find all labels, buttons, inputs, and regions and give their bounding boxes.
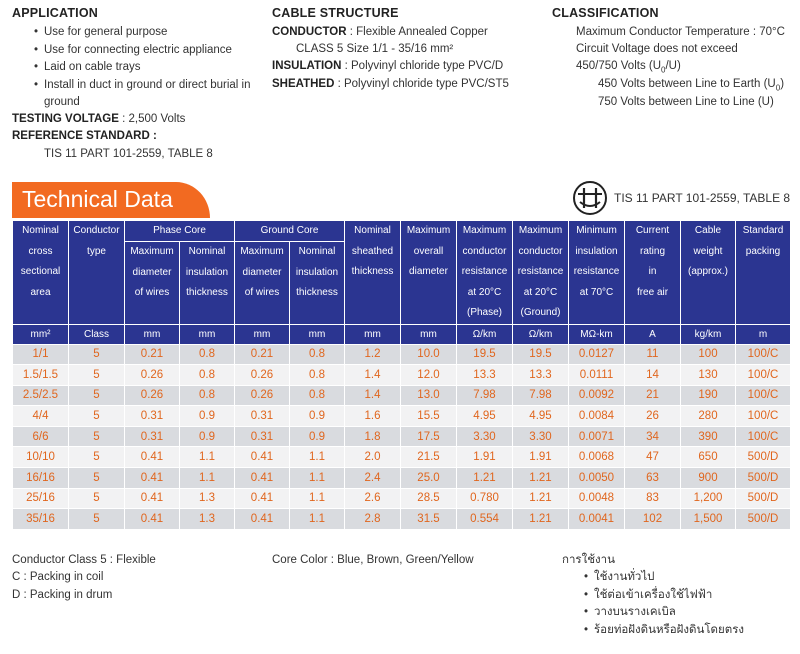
conductor-label: CONDUCTOR [272, 26, 347, 38]
line-to-earth-b: ) [780, 78, 785, 90]
table-row [13, 344, 791, 365]
classification-title: CLASSIFICATION [552, 6, 659, 20]
table-cell: 5 [69, 447, 125, 468]
table-cell: 21 [625, 385, 681, 406]
table-cell: 500/D [736, 509, 791, 530]
table-cell: 10.0 [401, 344, 457, 365]
table-cell: 1.21 [513, 488, 569, 509]
table-cell: 3.30 [513, 426, 569, 447]
application-title: APPLICATION [12, 6, 98, 20]
header-min-insulation-resistance: Minimum insulation resistance at 70°C [569, 221, 625, 325]
header-sheath-thickness: Nominal sheathed thickness [345, 221, 401, 325]
table-cell: 11 [625, 344, 681, 365]
header-ground-insulation: Nominal insulation thickness [290, 242, 345, 325]
unit-cell: MΩ-km [569, 324, 625, 344]
header-phase-insulation: Nominal insulation thickness [180, 242, 235, 325]
footer-packing-coil: C : Packing in coil [12, 571, 104, 583]
table-cell: 0.0111 [569, 365, 625, 386]
table-cell: 1.1 [290, 468, 345, 489]
voltage-rating-a: 450/750 Volts (U [576, 60, 662, 72]
application-item: • Use for connecting electric appliance [34, 42, 260, 60]
thai-usage-title: การใช้งาน [562, 554, 615, 566]
table-cell: 0.41 [125, 447, 180, 468]
table-cell: 0.41 [235, 447, 290, 468]
table-cell: 0.8 [180, 365, 235, 386]
table-cell: 28.5 [401, 488, 457, 509]
table-cell: 0.21 [235, 344, 290, 365]
table-row [13, 426, 791, 447]
header-overall-diameter: Maximum overall diameter [401, 221, 457, 325]
table-cell: 2.6 [345, 488, 401, 509]
header-resistance-phase: Maximum conductor resistance at 20°C (Phase) [457, 221, 513, 325]
technical-data-table [12, 220, 791, 530]
table-cell: 1.1 [290, 509, 345, 530]
sheathed-line [272, 76, 509, 94]
thai-usage-item: • ใช้งานทั่วไป [584, 569, 784, 587]
table-cell: 4.95 [513, 406, 569, 427]
table-cell: 100/C [736, 344, 791, 365]
table-cell: 0.41 [235, 509, 290, 530]
application-item: • Install in duct in ground or direct burial in ground [34, 77, 260, 112]
table-cell: 0.8 [180, 385, 235, 406]
unit-cell: mm [401, 324, 457, 344]
line-to-earth-a: 450 Volts between Line to Earth (U [598, 78, 776, 90]
table-cell: 19.5 [457, 344, 513, 365]
table-cell: 21.5 [401, 447, 457, 468]
table-cell: 1.21 [457, 468, 513, 489]
table-cell: 0.0041 [569, 509, 625, 530]
line-to-earth-sub: 0 [775, 83, 781, 93]
footer-packing-drum: D : Packing in drum [12, 589, 113, 601]
table-cell: 15.5 [401, 406, 457, 427]
application-item: • Use for general purpose [34, 24, 260, 42]
table-cell: 2.0 [345, 447, 401, 468]
tis-standard-ref: TIS 11 PART 101-2559, TABLE 8 [614, 191, 791, 205]
table-cell: 13.3 [513, 365, 569, 386]
table-cell: 14 [625, 365, 681, 386]
table-cell: 25.0 [401, 468, 457, 489]
unit-cell: A [625, 324, 681, 344]
table-cell: 1,200 [681, 488, 736, 509]
table-cell: 4/4 [13, 406, 69, 427]
table-cell: 390 [681, 426, 736, 447]
table-cell: 34 [625, 426, 681, 447]
table-row [13, 488, 791, 509]
table-cell: 0.8 [180, 344, 235, 365]
unit-cell: kg/km [681, 324, 736, 344]
table-cell: 0.41 [125, 488, 180, 509]
insulation-label: INSULATION [272, 60, 342, 72]
table-body [13, 344, 791, 529]
table-cell: 0.31 [125, 406, 180, 427]
table-cell: 102 [625, 509, 681, 530]
table-cell: 31.5 [401, 509, 457, 530]
thai-usage-item: • ใช้ต่อเข้าเครื่องใช้ไฟฟ้า [584, 587, 784, 605]
table-cell: 0.0048 [569, 488, 625, 509]
table-cell: 19.5 [513, 344, 569, 365]
table-cell: 1.1 [290, 488, 345, 509]
table-cell: 5 [69, 468, 125, 489]
table-cell: 1,500 [681, 509, 736, 530]
table-cell: 0.26 [235, 365, 290, 386]
unit-cell: mm² [13, 324, 69, 344]
table-cell: 12.0 [401, 365, 457, 386]
table-cell: 10/10 [13, 447, 69, 468]
header-cable-weight: Cable weight (approx.) [681, 221, 736, 325]
circuit-voltage: Circuit Voltage does not exceed [576, 43, 738, 55]
cable-structure-title: CABLE STRUCTURE [272, 6, 399, 20]
table-row [13, 509, 791, 530]
tis-certification-icon [572, 180, 608, 216]
header-conductor-type: Conductor type [69, 221, 125, 325]
table-cell: 1.91 [457, 447, 513, 468]
sheathed-value: : Polyvinyl chloride type PVC/ST5 [334, 78, 509, 90]
table-cell: 7.98 [457, 385, 513, 406]
unit-cell: mm [235, 324, 290, 344]
table-row [13, 406, 791, 427]
table-cell: 0.41 [125, 509, 180, 530]
table-cell: 5 [69, 365, 125, 386]
header-ground-max-diameter: Maximum diameter of wires [235, 242, 290, 325]
conductor-value: : Flexible Annealed Copper [346, 26, 488, 38]
table-cell: 5 [69, 488, 125, 509]
table-cell: 1.3 [180, 509, 235, 530]
line-to-line: 750 Volts between Line to Line (U) [598, 96, 774, 108]
table-cell: 500/D [736, 488, 791, 509]
table-cell: 83 [625, 488, 681, 509]
table-cell: 47 [625, 447, 681, 468]
thai-usage-item: • วางบนรางเคเบิล [584, 604, 784, 622]
header-ground-core: Ground Core [235, 221, 345, 242]
table-cell: 0.26 [235, 385, 290, 406]
application-item: • Laid on cable trays [34, 59, 260, 77]
header-standard-packing: Standard packing [736, 221, 791, 325]
table-cell: 1.1 [180, 447, 235, 468]
technical-data-banner [12, 182, 210, 218]
table-cell: 63 [625, 468, 681, 489]
table-cell: 1.8 [345, 426, 401, 447]
reference-standard-value: TIS 11 PART 101-2559, TABLE 8 [44, 148, 213, 160]
conductor-line [272, 24, 488, 42]
table-cell: 1.3 [180, 488, 235, 509]
technical-data-title: Technical Data [22, 186, 173, 212]
table-cell: 0.9 [180, 406, 235, 427]
testing-voltage-value: : 2,500 Volts [118, 113, 186, 125]
max-conductor-temp: Maximum Conductor Temperature : 70°C [576, 26, 785, 38]
unit-cell: mm [290, 324, 345, 344]
table-cell: 0.8 [290, 385, 345, 406]
table-cell: 2.8 [345, 509, 401, 530]
table-cell: 7.98 [513, 385, 569, 406]
table-cell: 500/D [736, 447, 791, 468]
table-cell: 190 [681, 385, 736, 406]
table-cell: 0.0071 [569, 426, 625, 447]
testing-voltage [12, 111, 185, 129]
table-cell: 17.5 [401, 426, 457, 447]
table-cell: 1.1 [180, 468, 235, 489]
unit-cell: m [736, 324, 791, 344]
table-cell: 5 [69, 509, 125, 530]
table-cell: 0.26 [125, 385, 180, 406]
footer-conductor-class: Conductor Class 5 : Flexible [12, 554, 156, 566]
table-cell: 1.91 [513, 447, 569, 468]
table-cell: 0.31 [235, 406, 290, 427]
table-row [13, 385, 791, 406]
table-cell: 35/16 [13, 509, 69, 530]
conductor-class: CLASS 5 Size 1/1 - 35/16 mm² [296, 43, 454, 55]
application-list [34, 24, 260, 112]
table-row [13, 447, 791, 468]
table-cell: 0.8 [290, 344, 345, 365]
table-cell: 0.21 [125, 344, 180, 365]
table-cell: 0.31 [125, 426, 180, 447]
thai-usage-list [584, 569, 784, 639]
table-cell: 100/C [736, 385, 791, 406]
table-cell: 4.95 [457, 406, 513, 427]
table-cell: 0.41 [125, 468, 180, 489]
header-resistance-ground: Maximum conductor resistance at 20°C (Ground) [513, 221, 569, 325]
table-cell: 5 [69, 406, 125, 427]
table-cell: 0.9 [180, 426, 235, 447]
table-cell: 5 [69, 344, 125, 365]
voltage-rating-sub: 0 [661, 65, 666, 75]
table-cell: 1.6 [345, 406, 401, 427]
insulation-value: : Polyvinyl chloride type PVC/D [341, 60, 504, 72]
unit-cell: Ω/km [457, 324, 513, 344]
table-cell: 900 [681, 468, 736, 489]
table-cell: 650 [681, 447, 736, 468]
table-cell: 5 [69, 426, 125, 447]
footer-core-color: Core Color : Blue, Brown, Green/Yellow [272, 554, 474, 566]
table-cell: 2.5/2.5 [13, 385, 69, 406]
table-cell: 500/D [736, 468, 791, 489]
table-cell: 280 [681, 406, 736, 427]
table-cell: 13.0 [401, 385, 457, 406]
table-cell: 1/1 [13, 344, 69, 365]
table-cell: 1.21 [513, 509, 569, 530]
table-cell: 3.30 [457, 426, 513, 447]
unit-cell: mm [125, 324, 180, 344]
table-row [13, 468, 791, 489]
table-cell: 100/C [736, 426, 791, 447]
table-cell: 0.0127 [569, 344, 625, 365]
table-cell: 0.41 [235, 488, 290, 509]
unit-cell: mm [180, 324, 235, 344]
testing-voltage-label: TESTING VOLTAGE [12, 113, 119, 125]
table-cell: 0.8 [290, 365, 345, 386]
thai-usage-item: • ร้อยท่อฝังดินหรือฝังดินโดยตรง [584, 622, 784, 640]
table-cell: 0.31 [235, 426, 290, 447]
reference-standard-label: REFERENCE STANDARD : [12, 130, 157, 142]
unit-cell: Ω/km [513, 324, 569, 344]
table-cell: 26 [625, 406, 681, 427]
table-row [13, 365, 791, 386]
table-cell: 6/6 [13, 426, 69, 447]
table-cell: 100/C [736, 365, 791, 386]
header-phase-core: Phase Core [125, 221, 235, 242]
sheathed-label: SHEATHED [272, 78, 335, 90]
header-current-rating: Current rating in free air [625, 221, 681, 325]
table-cell: 25/16 [13, 488, 69, 509]
unit-cell: mm [345, 324, 401, 344]
header-phase-max-diameter: Maximum diameter of wires [125, 242, 180, 325]
table-cell: 130 [681, 365, 736, 386]
table-cell: 16/16 [13, 468, 69, 489]
table-cell: 2.4 [345, 468, 401, 489]
table-cell: 0.0092 [569, 385, 625, 406]
table-cell: 0.9 [290, 406, 345, 427]
table-cell: 13.3 [457, 365, 513, 386]
table-cell: 1.5/1.5 [13, 365, 69, 386]
voltage-rating-b: /U) [665, 60, 681, 72]
units-row [13, 324, 791, 344]
table-cell: 0.26 [125, 365, 180, 386]
header-row [13, 221, 791, 242]
table-cell: 1.21 [513, 468, 569, 489]
table-cell: 1.4 [345, 385, 401, 406]
table-cell: 1.2 [345, 344, 401, 365]
table-cell: 0.9 [290, 426, 345, 447]
unit-cell: Class [69, 324, 125, 344]
table-cell: 1.4 [345, 365, 401, 386]
header-cross-section: Nominal cross sectional area [13, 221, 69, 325]
table-cell: 100/C [736, 406, 791, 427]
table-cell: 0.0068 [569, 447, 625, 468]
table-cell: 0.41 [235, 468, 290, 489]
table-cell: 0.554 [457, 509, 513, 530]
table-cell: 0.780 [457, 488, 513, 509]
table-cell: 1.1 [290, 447, 345, 468]
table-cell: 5 [69, 385, 125, 406]
insulation-line [272, 58, 503, 76]
table-cell: 100 [681, 344, 736, 365]
table-cell: 0.0050 [569, 468, 625, 489]
table-cell: 0.0084 [569, 406, 625, 427]
